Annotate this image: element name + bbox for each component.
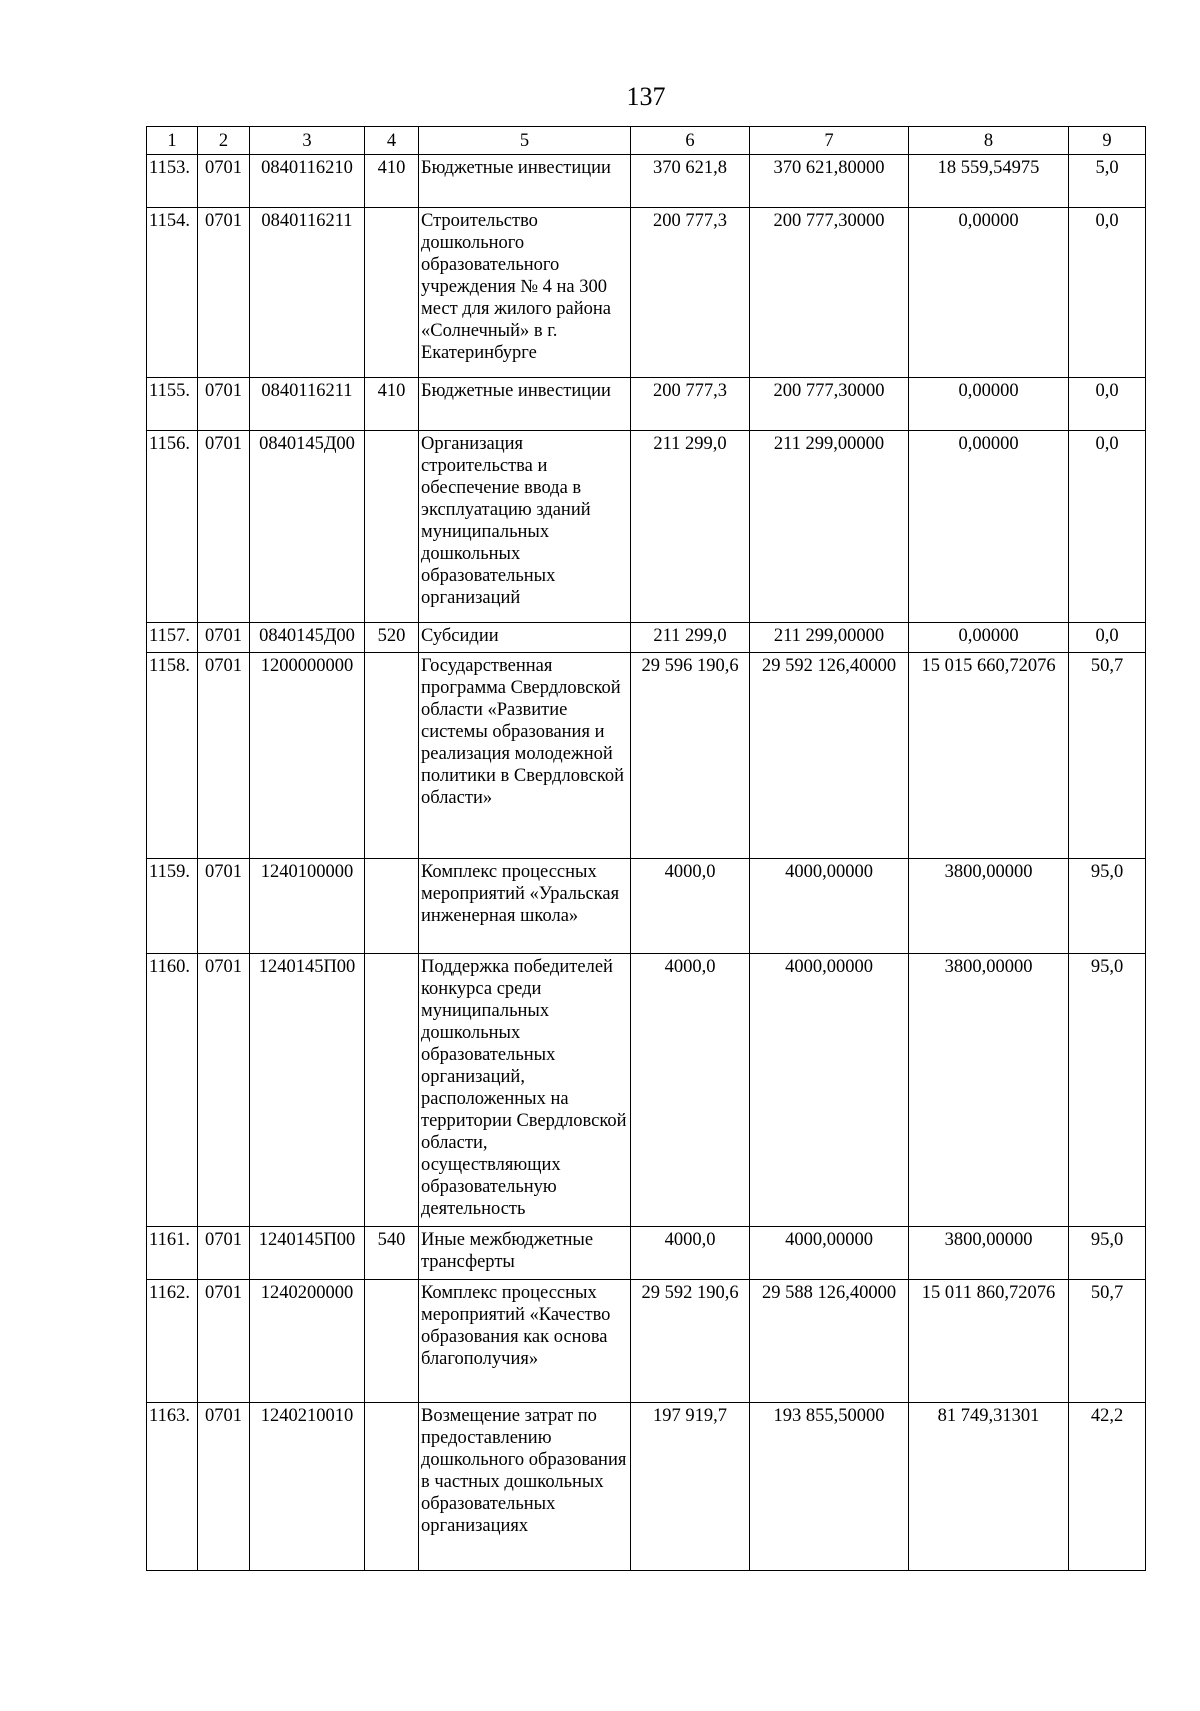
table-row	[147, 954, 1146, 1227]
section-code-cell: 0701	[198, 623, 250, 653]
planned-amount-cell: 200 777,30000	[750, 208, 909, 378]
header-cell: 9	[1069, 127, 1146, 155]
target-code-cell: 0840116211	[250, 378, 365, 431]
table-row	[147, 1280, 1146, 1403]
executed-amount-cell: 0,00000	[909, 623, 1069, 653]
header-cell: 4	[365, 127, 419, 155]
planned-amount-cell: 193 855,50000	[750, 1403, 909, 1571]
percent-cell: 42,2	[1069, 1403, 1146, 1571]
table-row	[147, 208, 1146, 378]
header-cell: 5	[419, 127, 631, 155]
row-number-cell: 1155.	[147, 378, 198, 431]
description-cell: Поддержка победителей конкурса среди муниципальных дошкольных образовательных организаций, расположенных на территории Свердловской области, осуществляющих образовательную деятельность	[419, 954, 631, 1227]
budget-table	[146, 126, 1146, 1571]
row-number-cell: 1162.	[147, 1280, 198, 1403]
description-cell: Возмещение затрат по предоставлению дошкольного образования в частных дошкольных образовательных организациях	[419, 1403, 631, 1571]
planned-amount-cell: 211 299,00000	[750, 623, 909, 653]
description-cell: Иные межбюджетные трансферты	[419, 1227, 631, 1280]
expense-type-cell: 410	[365, 378, 419, 431]
percent-cell: 0,0	[1069, 431, 1146, 623]
section-code-cell: 0701	[198, 1403, 250, 1571]
row-number-cell: 1160.	[147, 954, 198, 1227]
expense-type-cell: 540	[365, 1227, 419, 1280]
expense-type-cell	[365, 859, 419, 954]
row-number-cell: 1158.	[147, 653, 198, 859]
executed-amount-cell: 18 559,54975	[909, 155, 1069, 208]
expense-type-cell: 410	[365, 155, 419, 208]
percent-cell: 0,0	[1069, 208, 1146, 378]
header-cell: 7	[750, 127, 909, 155]
section-code-cell: 0701	[198, 208, 250, 378]
percent-cell: 95,0	[1069, 954, 1146, 1227]
expense-type-cell	[365, 208, 419, 378]
table-row	[147, 155, 1146, 208]
percent-cell: 50,7	[1069, 653, 1146, 859]
header-cell: 2	[198, 127, 250, 155]
section-code-cell: 0701	[198, 954, 250, 1227]
percent-cell: 95,0	[1069, 859, 1146, 954]
target-code-cell: 0840116210	[250, 155, 365, 208]
percent-cell: 0,0	[1069, 623, 1146, 653]
expense-type-cell	[365, 954, 419, 1227]
approved-amount-cell: 200 777,3	[631, 208, 750, 378]
executed-amount-cell: 3800,00000	[909, 1227, 1069, 1280]
executed-amount-cell: 81 749,31301	[909, 1403, 1069, 1571]
section-code-cell: 0701	[198, 859, 250, 954]
description-cell: Бюджетные инвестиции	[419, 378, 631, 431]
section-code-cell: 0701	[198, 653, 250, 859]
target-code-cell: 1240100000	[250, 859, 365, 954]
row-number-cell: 1159.	[147, 859, 198, 954]
table-row	[147, 431, 1146, 623]
table-row	[147, 1403, 1146, 1571]
expense-type-cell	[365, 1280, 419, 1403]
expense-type-cell	[365, 1403, 419, 1571]
target-code-cell: 1240200000	[250, 1280, 365, 1403]
planned-amount-cell: 200 777,30000	[750, 378, 909, 431]
percent-cell: 5,0	[1069, 155, 1146, 208]
row-number-cell: 1154.	[147, 208, 198, 378]
page-number: 137	[626, 82, 666, 111]
expense-type-cell: 520	[365, 623, 419, 653]
header-cell: 1	[147, 127, 198, 155]
row-number-cell: 1163.	[147, 1403, 198, 1571]
header-cell: 8	[909, 127, 1069, 155]
approved-amount-cell: 211 299,0	[631, 623, 750, 653]
approved-amount-cell: 4000,0	[631, 859, 750, 954]
row-number-cell: 1153.	[147, 155, 198, 208]
executed-amount-cell: 15 011 860,72076	[909, 1280, 1069, 1403]
target-code-cell: 1200000000	[250, 653, 365, 859]
section-code-cell: 0701	[198, 155, 250, 208]
description-cell: Бюджетные инвестиции	[419, 155, 631, 208]
target-code-cell: 0840145Д00	[250, 431, 365, 623]
section-code-cell: 0701	[198, 1280, 250, 1403]
planned-amount-cell: 211 299,00000	[750, 431, 909, 623]
row-number-cell: 1161.	[147, 1227, 198, 1280]
section-code-cell: 0701	[198, 378, 250, 431]
header-row	[147, 127, 1146, 155]
executed-amount-cell: 0,00000	[909, 431, 1069, 623]
approved-amount-cell: 4000,0	[631, 1227, 750, 1280]
planned-amount-cell: 4000,00000	[750, 1227, 909, 1280]
description-cell: Строительство дошкольного образовательного учреждения № 4 на 300 мест для жилого района «Солнечный» в г. Екатеринбурге	[419, 208, 631, 378]
table-row	[147, 653, 1146, 859]
description-cell: Организация строительства и обеспечение ввода в эксплуатацию зданий муниципальных дошкольных образовательных организаций	[419, 431, 631, 623]
percent-cell: 50,7	[1069, 1280, 1146, 1403]
percent-cell: 0,0	[1069, 378, 1146, 431]
approved-amount-cell: 370 621,8	[631, 155, 750, 208]
percent-cell: 95,0	[1069, 1227, 1146, 1280]
approved-amount-cell: 211 299,0	[631, 431, 750, 623]
planned-amount-cell: 4000,00000	[750, 859, 909, 954]
executed-amount-cell: 15 015 660,72076	[909, 653, 1069, 859]
row-number-cell: 1157.	[147, 623, 198, 653]
header-cell: 6	[631, 127, 750, 155]
target-code-cell: 1240145П00	[250, 954, 365, 1227]
table-row	[147, 859, 1146, 954]
executed-amount-cell: 0,00000	[909, 208, 1069, 378]
planned-amount-cell: 4000,00000	[750, 954, 909, 1227]
section-code-cell: 0701	[198, 431, 250, 623]
target-code-cell: 1240210010	[250, 1403, 365, 1571]
target-code-cell: 0840116211	[250, 208, 365, 378]
table-row	[147, 1227, 1146, 1280]
approved-amount-cell: 197 919,7	[631, 1403, 750, 1571]
table-row	[147, 623, 1146, 653]
description-cell: Комплекс процессных мероприятий «Уральская инженерная школа»	[419, 859, 631, 954]
header-cell: 3	[250, 127, 365, 155]
target-code-cell: 1240145П00	[250, 1227, 365, 1280]
planned-amount-cell: 29 592 126,40000	[750, 653, 909, 859]
target-code-cell: 0840145Д00	[250, 623, 365, 653]
expense-type-cell	[365, 431, 419, 623]
table-row	[147, 378, 1146, 431]
approved-amount-cell: 29 592 190,6	[631, 1280, 750, 1403]
approved-amount-cell: 29 596 190,6	[631, 653, 750, 859]
planned-amount-cell: 29 588 126,40000	[750, 1280, 909, 1403]
planned-amount-cell: 370 621,80000	[750, 155, 909, 208]
approved-amount-cell: 4000,0	[631, 954, 750, 1227]
row-number-cell: 1156.	[147, 431, 198, 623]
description-cell: Субсидии	[419, 623, 631, 653]
expense-type-cell	[365, 653, 419, 859]
executed-amount-cell: 3800,00000	[909, 954, 1069, 1227]
approved-amount-cell: 200 777,3	[631, 378, 750, 431]
description-cell: Государственная программа Свердловской области «Развитие системы образования и реализация молодежной политики в Свердловской области»	[419, 653, 631, 859]
section-code-cell: 0701	[198, 1227, 250, 1280]
executed-amount-cell: 0,00000	[909, 378, 1069, 431]
executed-amount-cell: 3800,00000	[909, 859, 1069, 954]
description-cell: Комплекс процессных мероприятий «Качество образования как основа благополучия»	[419, 1280, 631, 1403]
